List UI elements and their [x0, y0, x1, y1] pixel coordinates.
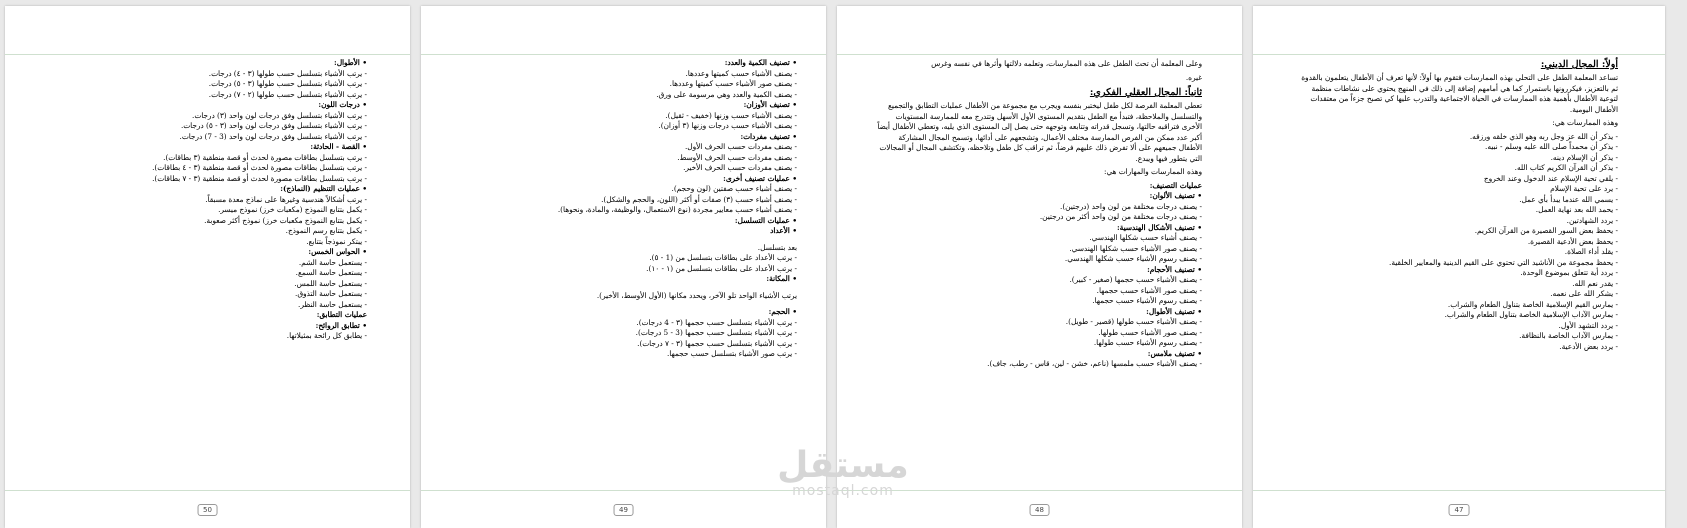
subheading: عمليات التصنيف: — [1149, 180, 1202, 190]
list-item: - يحفظ مجموعة من الأناشيد التي تحتوي على القيم الدينية والمعايير الخلقية. — [1389, 257, 1618, 267]
list-item: - يصنف الأشياء حسب درجات وزنها (٣ أوزان). — [658, 121, 797, 130]
list-item: - يبتكر نموذجاً بتتابع. — [306, 236, 367, 246]
paragraph: تعطي المعلمة الفرصة لكل طفل ليختبر بنفسه ويجرب مع مجموعة من الأطفال عمليات التطابق والتجميع والتسلسل والملاحظة، فتبدأ مع الطفل بتقديم المستوى الأول الأسهل وتتدرج معه للممارسة المستويات الأخرى فتراقبه حالتها، وتسجل قدراته وتتابعه وتوجهه حتى يصل إلى المستوى الذي يليه، وتعطي الأطفال أيضاً أكبر عدد ممكن من الفرص الممارسة مختلف الأعمال، وتشجعهم على أدائها، وتسمح المجال المشاركة الأطفال جميعهم على ألا تفرض ذلك عليهم فرضاً، ثم تراقب كل طفل وتلاحظه، وتكتشف المجال أو المجالات التي يتطور فيها ويبدع. — [877, 101, 1202, 163]
paragraph: غيره. — [1185, 72, 1202, 82]
list-item: - يقلد أداء الصلاة. — [1564, 247, 1618, 256]
list-item: - يصنف أشياء حسب شكلها الهندسي. — [1089, 233, 1202, 242]
subheading: • تصنيف الأحجام: — [1147, 264, 1202, 274]
list-item: - يستعمل حاسة الشم. — [298, 257, 367, 267]
subheading: • تصنيف الكمية والعدد: — [724, 58, 797, 67]
subheading: • تطابق الروائح: — [315, 320, 367, 330]
page-47 — [1253, 6, 1665, 528]
list-item: - يكمل بتتابع النموذج مكعبات خرز) نموذج أكثر صعوبة. — [204, 215, 367, 225]
list-item: - يرتب الأشياء بتسلسل حسب طولها (٣ - ٤) درجات. — [208, 68, 367, 78]
list-item: - يصنف الأشياء حسب حجمها (صغير - كبير). — [1069, 275, 1202, 284]
subheading: • تصنيف الأطوال: — [1146, 306, 1202, 316]
subheading: • القصة - الحادثة: — [310, 142, 367, 151]
subheading: • المكانة: — [766, 274, 797, 283]
page-content — [461, 58, 797, 360]
list-item: - يردد بعض الأدعية. — [1559, 341, 1618, 351]
subheading: • عمليات تصنيف أخرى: — [723, 173, 797, 183]
list-item: - يحفظ بعض الأدعية القصيرة. — [1527, 236, 1618, 246]
list-item: - يلقي تحية الإسلام عند الدخول وعند الخروج — [1483, 173, 1618, 183]
list-item: - يرتب الأعداد على بطاقات بتسلسل من (1 - ٥). — [649, 253, 797, 262]
list-item: - يصنف درجات مختلفة من لون واحد (درجتين). — [1060, 201, 1202, 211]
page-content — [877, 58, 1202, 370]
list-item: - يرد على تحية الإسلام — [1550, 184, 1618, 193]
list-item: - يرتب صور الأشياء بتسلسل حسب حجمها. — [666, 349, 797, 358]
list-item: - يصنف صور الأشياء حسب كميتها وعددها. — [669, 79, 797, 88]
list-item: - يصنف الكمية والعدد وهي مرسومة على ورق. — [656, 89, 797, 99]
list-item: - يرتب بتسلسل بطاقات مصورة لحدث أو قصة منطقية (٣ بطاقات). — [163, 152, 367, 162]
list-item: - يردد الشهادتين. — [1566, 215, 1618, 225]
subheading: • الحواس الخمس: — [308, 247, 367, 256]
subheading: • تصنيف الأوزان: — [743, 100, 797, 109]
page-50 — [5, 6, 410, 528]
list-item: - يصنف صور الأشياء حسب حجمها. — [1096, 285, 1202, 295]
list-item: - يصنف درجات مختلفة من لون واحد أكثر من درجتين. — [1039, 212, 1202, 221]
list-item: - يرتب الأشياء بتسلسل وفق درجات لون واحد (٣ - ٥) درجات. — [180, 121, 367, 130]
subheading: • تصنيف ملامس: — [1147, 348, 1202, 358]
list-item: يرتب الأشياء الواحد تلو الآخر، ويحدد مكانها (الأول الأوسط، الأخير). — [596, 290, 797, 300]
paragraph: وعلى المعلمة أن تحث الطفل على هذه الممارسات، وتعلمه دلالتها وأثرها في نفسه وغرس — [931, 59, 1202, 68]
list-item: - يرتب الأشياء بتسلسل وفق درجات لون واحد (3 - 7) درجات. — [179, 131, 367, 141]
list-item: - يصنف صور الأشياء حسب شكلها الهندسي. — [1069, 243, 1202, 253]
list-item: - يصنف الأشياء حسب طولها (قصير - طويل). — [1065, 317, 1202, 326]
list-item: - يستعمل حاسة السمع. — [295, 268, 367, 277]
list-item: - يرتب الأشياء بتسلسل حسب حجمها (٣ - 4 درجات). — [636, 317, 797, 327]
subheading: • الأطوال: — [334, 58, 367, 67]
list-item: - يشكر الله على نعمه. — [1550, 289, 1618, 298]
list-item: - يستعمل حاسة اللمس. — [294, 278, 367, 288]
list-item: - يكمل بتتابع النموذج (مكعبات خرز) نموذج ميسر. — [218, 205, 367, 214]
list-item: - يصنف رسوم الأشياء حسب شكلها الهندسي. — [1064, 254, 1202, 263]
subheading: • عمليات التسلسل: — [734, 215, 797, 225]
list-item: - يصنف مفردات حسب الحرف الأوسط. — [677, 152, 797, 162]
list-item: - يرتب الأشياء بتسلسل حسب حجمها (٣ - ٧ درجات). — [637, 338, 797, 348]
list-item: - يرتب بتسلسل بطاقات مصورة لحدث أو قصة منطقية (٣ - ٧ بطاقات). — [152, 173, 367, 183]
list-item: - يذكر أن محمداً صلى الله عليه وسلم - نبيه. — [1485, 142, 1618, 151]
list-item: - يقدر نعم الله. — [1572, 278, 1618, 288]
list-item: - يستعمل حاسة النظر. — [298, 299, 367, 309]
watermark-logo — [773, 445, 913, 499]
page-number: 49 — [613, 504, 634, 516]
page-number: 47 — [1449, 504, 1470, 516]
list-item: - يردد التشهد الأول. — [1558, 320, 1618, 330]
list-item: - يرتب الأشياء بتسلسل حسب طولها (٣ - ٥) درجات. — [208, 79, 367, 88]
list-item: - يصنف الأشياء حسب وزنها (خفيف - ثقيل). — [665, 110, 797, 120]
list-item: - يصنف مفردات حسب الحرف الأول. — [684, 142, 797, 151]
list-item: - يردد أية تتعلق بموضوع الوحدة. — [1520, 268, 1618, 277]
page-top-rule — [5, 54, 410, 55]
list-item: - يمارس الآداب الإسلامية الخاصة بتناول الطعام والشراب. — [1444, 310, 1618, 319]
list-item: - يسمي الله عندما يبدأ بأي عمل. — [1519, 194, 1618, 204]
page-content — [1293, 58, 1618, 352]
subheading: • تصنيف مفردات: — [740, 131, 797, 141]
list-item: - يصنف أشياء حسب معايير مجردة (نوع الاستعمال، والوظيفة، والمادة، ونحوها). — [557, 205, 797, 214]
page-bottom-rule — [421, 490, 826, 491]
list-item: - يصنف صور الأشياء حسب طولها. — [1098, 327, 1202, 337]
list-item: - يصنف الأشياء حسب كميتها وعددها. — [685, 68, 797, 78]
subheading: • الأعداد — [770, 226, 797, 235]
list-item: - يرتب الأشياء بتسلسل وفق درجات لون واحد (٣) درجات. — [192, 110, 367, 120]
subheading: • تصنيف الألوان: — [1149, 191, 1202, 200]
list-item: - يصنف الأشياء حسب ملمسها (ناعم، خشن - لين، قاس - رطب، جاف). — [987, 359, 1202, 368]
list-item: - يمارس القيم الإسلامية الخاصة بتناول الطعام والشراب. — [1447, 299, 1618, 309]
list-item: - يصنف رسوم الأشياء حسب حجمها. — [1092, 296, 1202, 305]
subheading: • عمليات التنظيم (النماذج): — [280, 184, 367, 193]
list-item: - يرتب الأشياء بتسلسل حسب حجمها (3 - 5 درجات). — [635, 328, 797, 337]
subheading: • تصنيف الأشكال الهندسية: — [1116, 222, 1202, 232]
page-number: 48 — [1029, 504, 1050, 516]
paragraph: تساعد المعلمة الطفل على التحلي بهذه الممارسات فتقوم بها أولاً: لأنها تعرف أن الأطفال يتعلمون بالقدوة ثم بالتعزيز، فيكررونها باستمرار كما هي أمامهم إضافة إلى ذلك في المنهج يحتوي على نشاطات منظمة لتوعية الأطفال بأهمية هذه الممارسات في الحياة الاجتماعية والتدرب عليها كي تصبح جزءاً من معتقدات الأطفال اليومية. — [1301, 73, 1618, 114]
section-heading: ثانياً: المجال العقلي الفكري: — [1089, 87, 1202, 98]
list-item: - يرتب الأشياء بتسلسل حسب طولها (٢ - ٧) درجات. — [208, 89, 367, 99]
page-bottom-rule — [1253, 490, 1665, 491]
list-item: - يحفظ بعض السور القصيرة من القرآن الكريم. — [1474, 226, 1618, 235]
list-item: - يرتب أشكالاً هندسية وغيرها على نماذج معدة مسبقاً. — [205, 194, 367, 204]
section-heading: أولاً: المجال الديني: — [1540, 59, 1618, 70]
subheading: عمليات التطابق: — [316, 310, 367, 319]
list-item: - يكمل بتتابع رسم النموذج. — [285, 226, 367, 235]
list-item: - يرتب بتسلسل بطاقات مصورة لحدث أو قصة منطقية (٣ - ٤ بطاقات). — [152, 163, 367, 172]
page-top-rule — [421, 54, 826, 55]
list-item: - يذكر أن الإسلام دينه. — [1550, 152, 1618, 162]
paragraph: وهذه الممارسات هي: — [1552, 118, 1618, 127]
page-49 — [421, 6, 826, 528]
watermark-arabic: مستقل — [777, 445, 909, 486]
list-item: - يذكر أن الله عز وجل ربه وهو الذي خلقه ورزقه. — [1469, 131, 1618, 141]
list-item: - يصنف رسوم الأشياء حسب طولها. — [1093, 338, 1202, 347]
page-bottom-rule — [5, 490, 410, 491]
subheading: • الحجم: — [768, 307, 797, 316]
page-top-rule — [837, 54, 1242, 55]
list-item: - يرتب الأعداد على بطاقات بتسلسل من (١ - ١٠). — [646, 263, 797, 273]
watermark-english: mostaql.com — [792, 483, 894, 499]
list-item: - يمارس الآداب الخاصة بالنظافة. — [1519, 331, 1618, 340]
page-top-rule — [1253, 54, 1665, 55]
subheading: • درجات اللون: — [318, 100, 367, 109]
list-item: - يصنف أشياء حسب صفتين (لون وحجم). — [671, 184, 797, 193]
list-item: - يستعمل حاسة التذوق. — [295, 289, 367, 298]
list-item: - يصنف أشياء حسب (٣) صفات أو أكثر (اللون، والحجم والشكل). — [601, 194, 797, 204]
paragraph: وهذه الممارسات والمهارات هي: — [1103, 167, 1202, 176]
page-number: 50 — [197, 504, 218, 516]
list-item: - يصنف مفردات حسب الحرف الأخير. — [683, 163, 797, 172]
list-item: بعد بتسلسل. — [757, 242, 797, 252]
page-content — [25, 58, 367, 342]
list-item: - يذكر أن القرآن الكريم كتاب الله. — [1514, 163, 1618, 172]
list-item: - يحمد الله بعد نهاية العمل. — [1535, 205, 1618, 214]
list-item: - يطابق كل رائحة بمثيلاتها. — [286, 331, 367, 340]
